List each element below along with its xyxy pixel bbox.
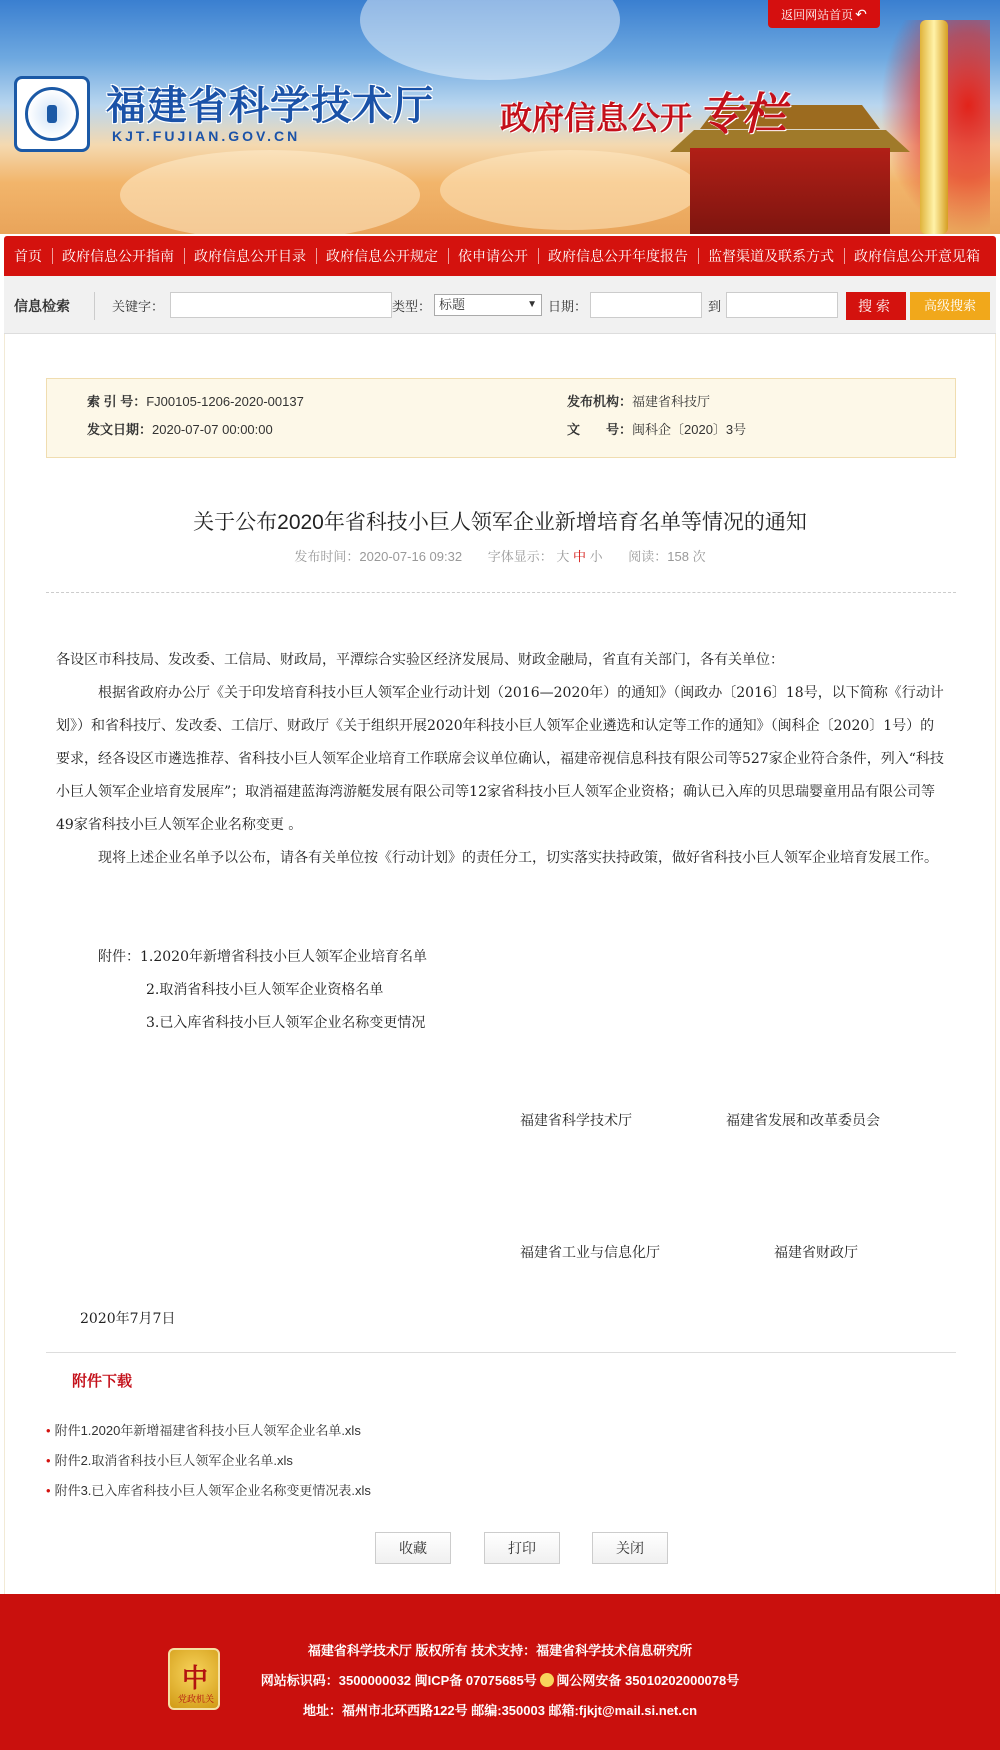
paragraph-1: 根据省政府办公厅《关于印发培育科技小巨人领军企业行动计划（2016—2020年）的通知》（闽政办〔2016〕18号，以下简称《行动计划》）和省科技厅、发改委、工信厅、财政厅《关于组织开展2020年科技小巨人领军企业遴选和认定等工作的通知》（闽科企〔2020〕1号）的要求，经各设区市遴选推荐、省科技小巨人领军企业培育工作联席会议单位确认，福建帝视信息科技有限公司等527家企业符合条件，列入“科技小巨人领军企业培育发展库”；取消福建蓝海湾游艇发展有限公司等12家省科技小巨人领军企业资格；确认已入库的贝思瑞婴童用品有限公司等49家省科技小巨人领军企业名称变更 。	[56, 685, 944, 833]
type-select[interactable]: 标题 ▼	[434, 294, 542, 316]
document-meta-box	[46, 378, 956, 458]
bullet-icon: •	[46, 1483, 51, 1498]
font-large-button[interactable]: 大	[556, 549, 570, 564]
date-from-input[interactable]	[590, 292, 702, 318]
signer-industry-dept: 福建省工业与信息化厅	[520, 1245, 660, 1261]
chevron-down-icon: ▼	[527, 299, 537, 310]
attachment-line-1: 附件：1.2020年新增省科技小巨人领军企业培育名单	[98, 949, 427, 965]
date-label: 日期：	[548, 299, 588, 314]
bullet-icon: •	[46, 1423, 51, 1438]
divider	[46, 1352, 956, 1353]
nav-item-home[interactable]: 首页	[14, 248, 42, 264]
font-size-label: 字体显示：	[487, 549, 553, 564]
date-to-label: 到	[708, 299, 722, 314]
nav-item-regulations[interactable]: 政府信息公开规定	[316, 236, 448, 276]
favorite-button[interactable]: 收藏	[375, 1532, 451, 1564]
paragraph-2: 现将上述企业名单予以公布，请各有关单位按《行动计划》的责任分工，切实落实扶持政策，做好省科技小巨人领军企业培育发展工作。	[98, 850, 938, 866]
meta-docno: 文 号：闽科企〔2020〕3号	[567, 422, 747, 437]
column-title: 政府信息公开 专栏	[500, 89, 787, 140]
download-link-1[interactable]: • 附件1.2020年新增福建省科技小巨人领军企业名单.xls	[46, 1423, 361, 1438]
divider	[46, 592, 956, 593]
advanced-search-button[interactable]: 高级搜索	[910, 292, 990, 320]
search-label: 信息检索	[14, 298, 70, 314]
article-info	[0, 546, 1000, 565]
signer-finance-dept: 福建省财政厅	[774, 1245, 858, 1261]
meta-publisher: 发布机构：福建省科技厅	[567, 394, 711, 409]
huabiao-pillar-decoration	[920, 20, 948, 234]
publish-time: 发布时间：2020-07-16 09:32	[294, 549, 463, 564]
attachment-line-3: 3.已入库省科技小巨人领军企业名称变更情况	[146, 1015, 426, 1031]
search-bar	[4, 276, 996, 334]
signer-ndrc: 福建省发展和改革委员会	[726, 1113, 880, 1129]
party-government-badge-icon[interactable]: 中 党政机关	[168, 1648, 220, 1710]
site-url: KJT.FUJIAN.GOV.CN	[112, 128, 301, 144]
nav-item-annual-report[interactable]: 政府信息公开年度报告	[538, 236, 698, 276]
font-medium-button[interactable]: 中	[572, 549, 586, 564]
read-count: 阅读：158 次	[628, 549, 706, 564]
nav-item-supervision[interactable]: 监督渠道及联系方式	[698, 236, 844, 276]
article-title: 关于公布2020年省科技小巨人领军企业新增培育名单等情况的通知	[193, 511, 807, 534]
header-banner	[0, 0, 1000, 234]
nav-item-apply[interactable]: 依申请公开	[448, 236, 538, 276]
main-nav	[4, 236, 996, 276]
footer	[0, 1594, 1000, 1750]
keyword-label: 关键字：	[112, 299, 165, 314]
print-button[interactable]: 打印	[484, 1532, 560, 1564]
police-badge-icon	[540, 1673, 554, 1687]
salutation: 各设区市科技局、发改委、工信局、财政局，平潭综合实验区经济发展局、财政金融局，省直有关部门，各有关单位：	[56, 652, 784, 668]
search-button[interactable]: 搜索	[846, 292, 906, 320]
type-label: 类型：	[392, 299, 432, 314]
bullet-icon: •	[46, 1453, 51, 1468]
nav-item-feedback[interactable]: 政府信息公开意见箱	[844, 236, 990, 276]
footer-address: 地址：福州市北环西路122号 邮编:350003 邮箱:fjkjt@mail.si.net.cn	[302, 1703, 698, 1718]
return-home-link[interactable]: 返回网站首页 ↶	[768, 0, 880, 28]
meta-index: 索 引 号：FJ00105-1206-2020-00137	[87, 394, 304, 409]
signer-science-dept: 福建省科学技术厅	[520, 1113, 632, 1129]
footer-copyright: 福建省科学技术厅 版权所有 技术支持：福建省科学技术信息研究所	[307, 1643, 693, 1658]
date-to-input[interactable]	[726, 292, 838, 318]
attachment-line-2: 2.取消省科技小巨人领军企业资格名单	[146, 982, 384, 998]
department-logo-icon[interactable]	[14, 76, 90, 152]
keyword-input[interactable]	[170, 292, 392, 318]
footer-registration: 网站标识码：3500000032 闽ICP备 07075685号 闽公网安备 35010202000078号	[260, 1673, 740, 1688]
nav-item-catalog[interactable]: 政府信息公开目录	[184, 236, 316, 276]
tiananmen-decoration	[690, 148, 890, 234]
nav-item-guide[interactable]: 政府信息公开指南	[52, 236, 184, 276]
download-link-2[interactable]: • 附件2.取消省科技小巨人领军企业名单.xls	[46, 1453, 293, 1468]
download-link-3[interactable]: • 附件3.已入库省科技小巨人领军企业名称变更情况表.xls	[46, 1483, 371, 1498]
document-date: 2020年7月7日	[80, 1311, 176, 1327]
close-button[interactable]: 关闭	[592, 1532, 668, 1564]
attachment-download-title: 附件下载	[72, 1373, 133, 1390]
meta-date: 发文日期：2020-07-07 00:00:00	[87, 422, 273, 437]
font-small-button[interactable]: 小	[589, 549, 603, 564]
return-arrow-icon: ↶	[855, 6, 867, 22]
site-title[interactable]: 福建省科学技术厅	[106, 83, 434, 129]
